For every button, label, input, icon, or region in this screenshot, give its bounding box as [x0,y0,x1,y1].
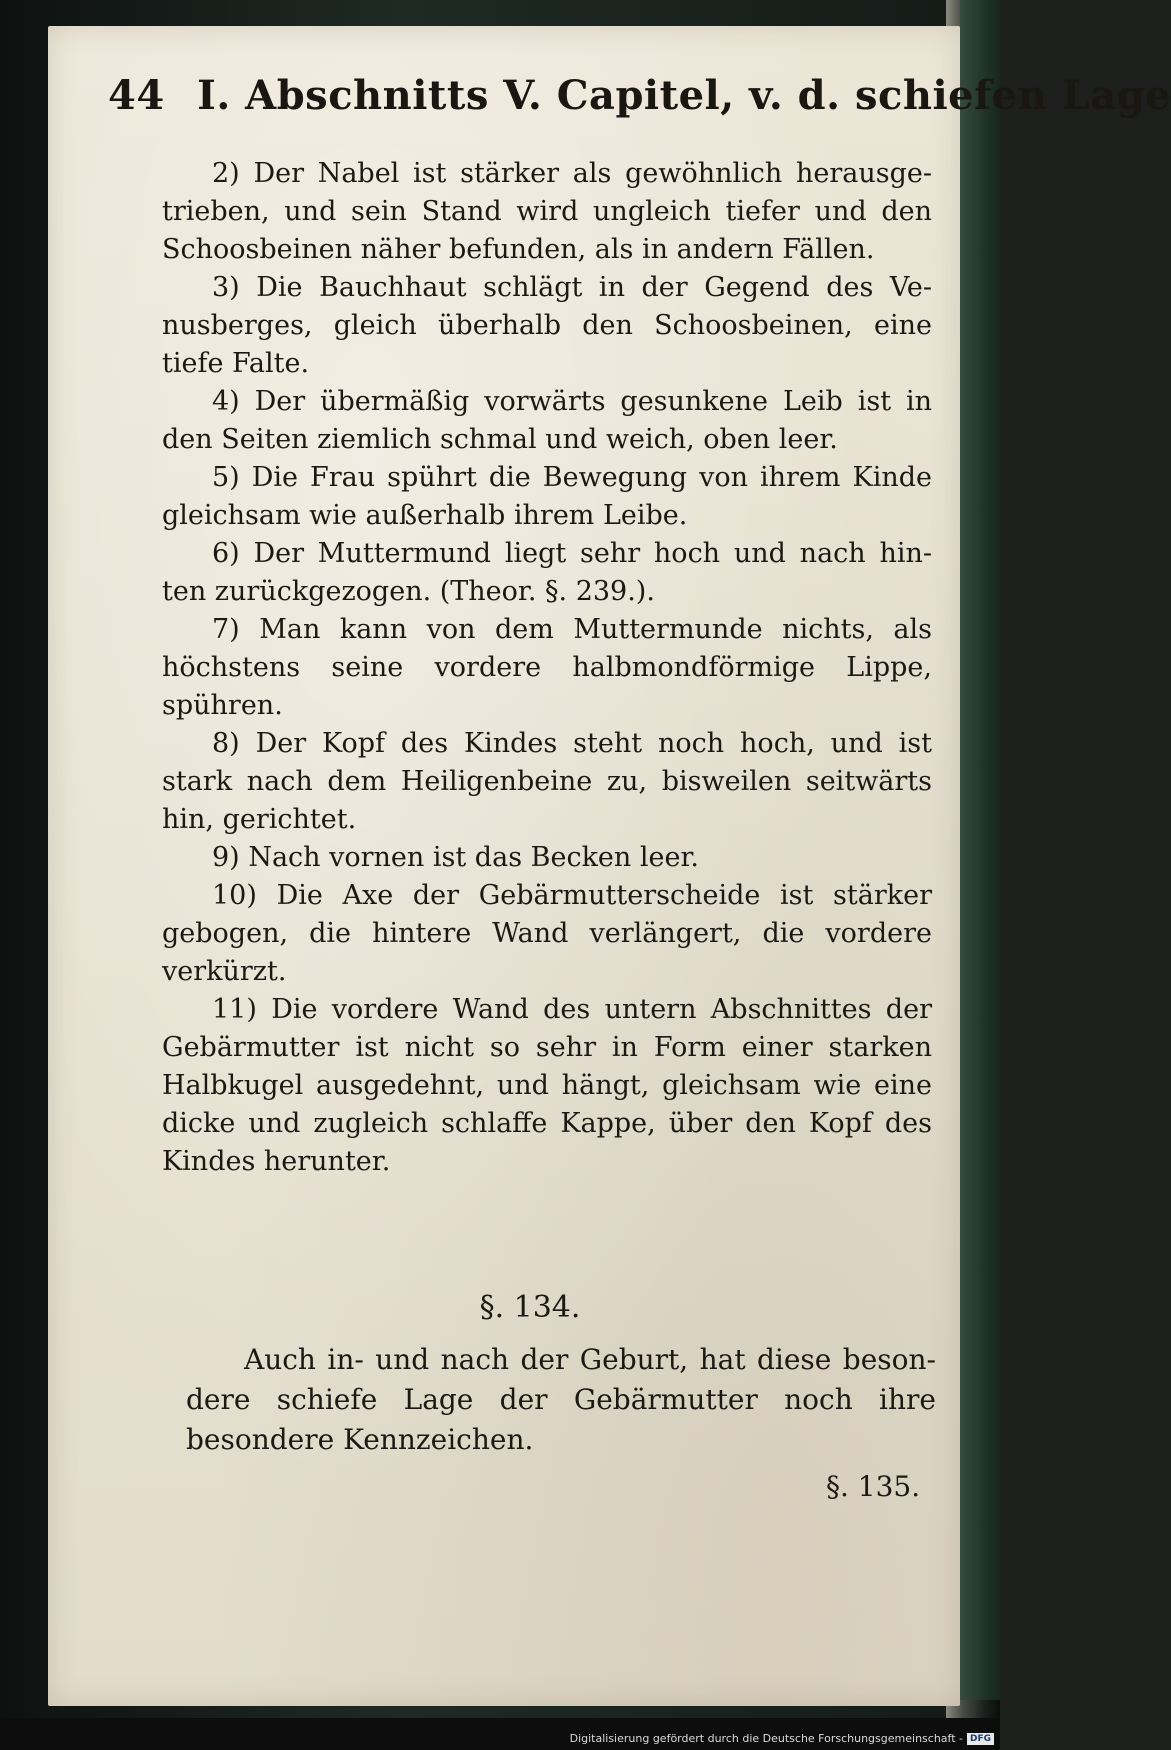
page-number: 44 [108,72,165,119]
list-item [162,459,932,535]
item-number: 3) [212,272,240,303]
item-number: 8) [212,728,240,759]
list-item [162,535,932,611]
item-number: 10) [212,880,257,911]
item-text: Die Frau spührt die Bewegung von ihrem Kinde gleichsam wie außerhalb ihrem Leibe. [162,462,932,531]
dfg-logo-icon: DFG [967,1733,994,1745]
list-item [162,269,932,383]
funding-credit [570,1732,994,1745]
item-text: Der Nabel ist stärker als gewöhnlich herausge- trieben, und sein Stand wird ungleich tiefer und den Schoosbeinen näher befunden, als in andern Fällen. [162,158,932,265]
item-number: 5) [212,462,240,493]
item-text: Der Kopf des Kindes steht noch hoch, und ist stark nach dem Heiligenbeine zu, bisweilen seitwärts hin, gerichtet. [162,728,932,835]
item-text: Die Axe der Gebärmutterscheide ist stärker gebogen, die hintere Wand verlängert, die vordere verkürzt. [162,880,932,987]
running-head [108,72,1171,152]
numbered-list [162,155,932,1181]
running-head-title: I. Abschnitts V. Capitel, v. d. schiefen Lage [197,72,1171,119]
list-item [162,877,932,991]
item-text: Die vordere Wand des untern Abschnittes der Gebärmutter ist nicht so sehr in Form einer starken Halbkugel ausgedehnt, und hängt, gleichsam wie eine dicke und zugleich schlaffe Kappe, über den Kopf des Kindes herunter. [162,994,932,1177]
section-heading: §. 134. [479,1290,581,1325]
book-cover-edge [960,0,1000,1700]
item-number: 11) [212,994,257,1025]
list-item [162,611,932,725]
item-text: Der übermäßig vorwärts gesunkene Leib ist in den Seiten ziemlich schmal und weich, oben leer. [162,386,932,455]
list-item [162,991,932,1181]
item-text: Die Bauchhaut schlägt in der Gegend des Ve- nusberges, gleich überhalb den Schoosbeinen, eine tiefe Falte. [162,272,932,379]
item-number: 7) [212,614,240,645]
list-item [162,725,932,839]
item-text: Nach vornen ist das Becken leer. [248,842,699,873]
section-paragraph: Auch in- und nach der Geburt, hat diese beson- dere schiefe Lage der Gebärmutter noch ihre besondere Kennzeichen. [186,1343,936,1456]
catchword: §. 135. [826,1470,921,1503]
list-item [162,839,932,877]
item-number: 9) [212,842,240,873]
item-number: 2) [212,158,240,189]
item-number: 6) [212,538,240,569]
item-text: Der Muttermund liegt sehr hoch und nach hin- ten zurückgezogen. (Theor. §. 239.). [162,538,932,607]
item-number: 4) [212,386,240,417]
item-text: Man kann von dem Muttermunde nichts, als höchstens seine vordere halbmondförmige Lippe, spühren. [162,614,932,721]
list-item [162,383,932,459]
credit-text: Digitalisierung gefördert durch die Deutsche Forschungsgemeinschaft - [569,1732,963,1745]
list-item [162,155,932,269]
